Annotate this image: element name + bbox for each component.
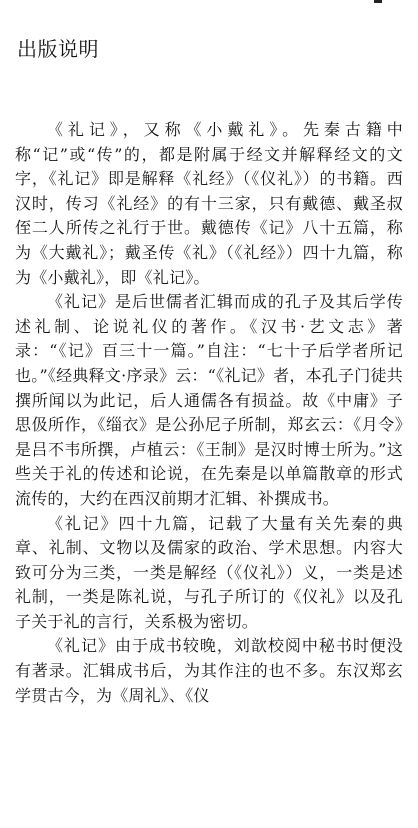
paragraph-3: 《礼记》四十九篇，记载了大量有关先秦的典章、礼制、文物以及儒家的政治、学术思想。内容大致可分为三类，一类是解经（《仪礼》）义，一类是述礼制，一类是陈礼说，与孔子所订的《仪礼》以及孔子关于礼的言行，关系极为密切。 <box>15 513 403 631</box>
paragraph-1: 《礼记》，又称《小戴礼》。先秦古籍中称“记”或“传”的，都是附属于经文并解释经文的文字，《礼记》即是解释《礼经》（《仪礼》）的书籍。西汉时，传习《礼经》的有十三家，只有戴德、戴圣叔侄二人所传之礼行于世。戴德传《记》八十五篇，称为《大戴礼》；戴圣传《礼》（《礼经》）四十九篇，称为《小戴礼》，即《礼记》。 <box>15 120 403 287</box>
page-body <box>15 118 403 708</box>
page-title: 出版说明 <box>17 37 99 61</box>
paragraph-4: 《礼记》由于成书较晚，刘歆校阅中秘书时便没有著录。汇辑成书后，为其作注的也不多。东汉郑玄学贯古今，为《周礼》、《仪 <box>15 636 403 705</box>
paragraph-2: 《礼记》是后世儒者汇辑而成的孔子及其后学传述礼制、论说礼仪的著作。《汉书·艺文志》著录：“《记》百三十一篇。”自注：“七十子后学者所记也。”《经典释文·序录》云：“《礼记》者，本孔子门徒共撰所闻以为此记，后人通儒各有损益。故《中庸》子思伋所作，《缁衣》是公孙尼子所制，郑玄云：《月令》是吕不韦所撰，卢植云：《王制》是汉时博士所为。”这些关于礼的传述和论说，在先秦是以单篇散章的形式流传的，大约在西汉前期才汇辑、补撰成书。 <box>15 292 403 508</box>
page-edge-mark <box>374 0 382 3</box>
